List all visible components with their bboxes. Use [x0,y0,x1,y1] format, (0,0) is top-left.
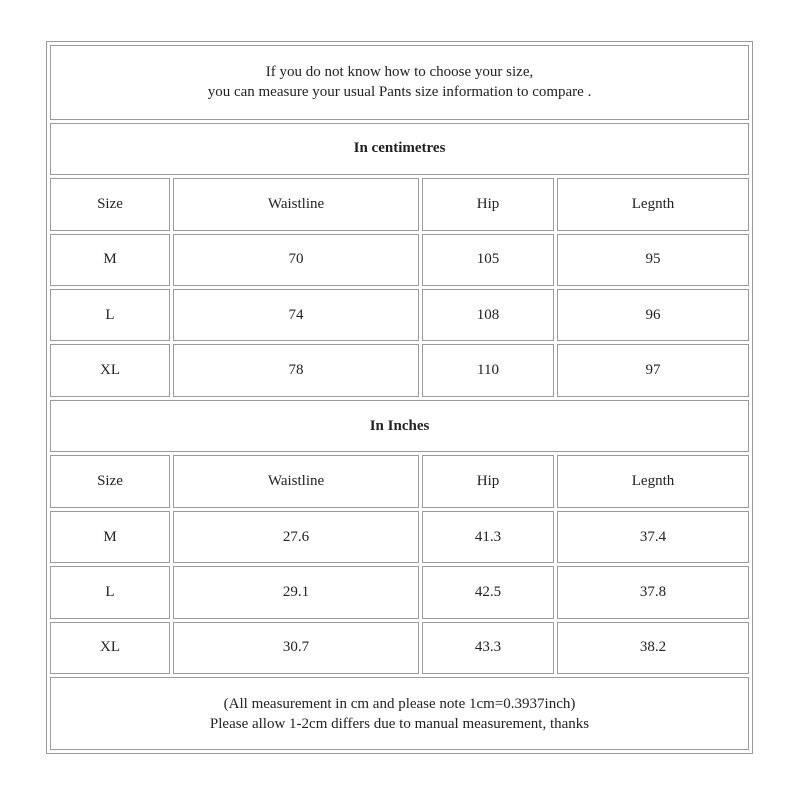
table-cell: 43.3 [422,622,554,674]
intro-line-1: If you do not know how to choose your size, [265,64,534,81]
table-cell: 27.6 [173,511,419,563]
column-header: Legnth [557,178,749,230]
footer-line-2: Please allow 1-2cm differs due to manual measurement, thanks [209,715,590,732]
table-row [50,289,749,341]
intro-line-2: you can measure your usual Pants size information to compare . [207,84,592,101]
table-cell: 96 [557,289,749,341]
header-row-inches [50,455,749,507]
table-cell: 95 [557,234,749,286]
table-cell: 37.8 [557,566,749,618]
table-cell: 108 [422,289,554,341]
table-cell: 37.4 [557,511,749,563]
column-header: Size [50,178,170,230]
table-row [50,344,749,396]
table-cell: 30.7 [173,622,419,674]
column-header: Waistline [173,455,419,507]
table-cell: 38.2 [557,622,749,674]
table-cell: L [50,289,170,341]
column-header: Size [50,455,170,507]
footer-note [50,677,749,750]
section-heading-inches: In Inches [50,400,749,452]
size-chart-table [46,41,753,754]
table-cell: L [50,566,170,618]
table-cell: M [50,234,170,286]
intro-note [50,45,749,120]
table-cell: XL [50,622,170,674]
column-header: Hip [422,455,554,507]
table-cell: 74 [173,289,419,341]
table-cell: 97 [557,344,749,396]
column-header: Legnth [557,455,749,507]
table-cell: 42.5 [422,566,554,618]
table-cell: 41.3 [422,511,554,563]
column-header: Waistline [173,178,419,230]
footer-line-1: (All measurement in cm and please note 1cm=0.3937inch) [223,695,576,712]
section-heading-centimetres: In centimetres [50,123,749,175]
table-row [50,234,749,286]
column-header: Hip [422,178,554,230]
table-row [50,566,749,618]
table-row [50,511,749,563]
table-cell: M [50,511,170,563]
table-cell: 70 [173,234,419,286]
table-cell: XL [50,344,170,396]
header-row-centimetres [50,178,749,230]
table-row [50,622,749,674]
table-cell: 105 [422,234,554,286]
table-cell: 29.1 [173,566,419,618]
table-cell: 110 [422,344,554,396]
table-cell: 78 [173,344,419,396]
